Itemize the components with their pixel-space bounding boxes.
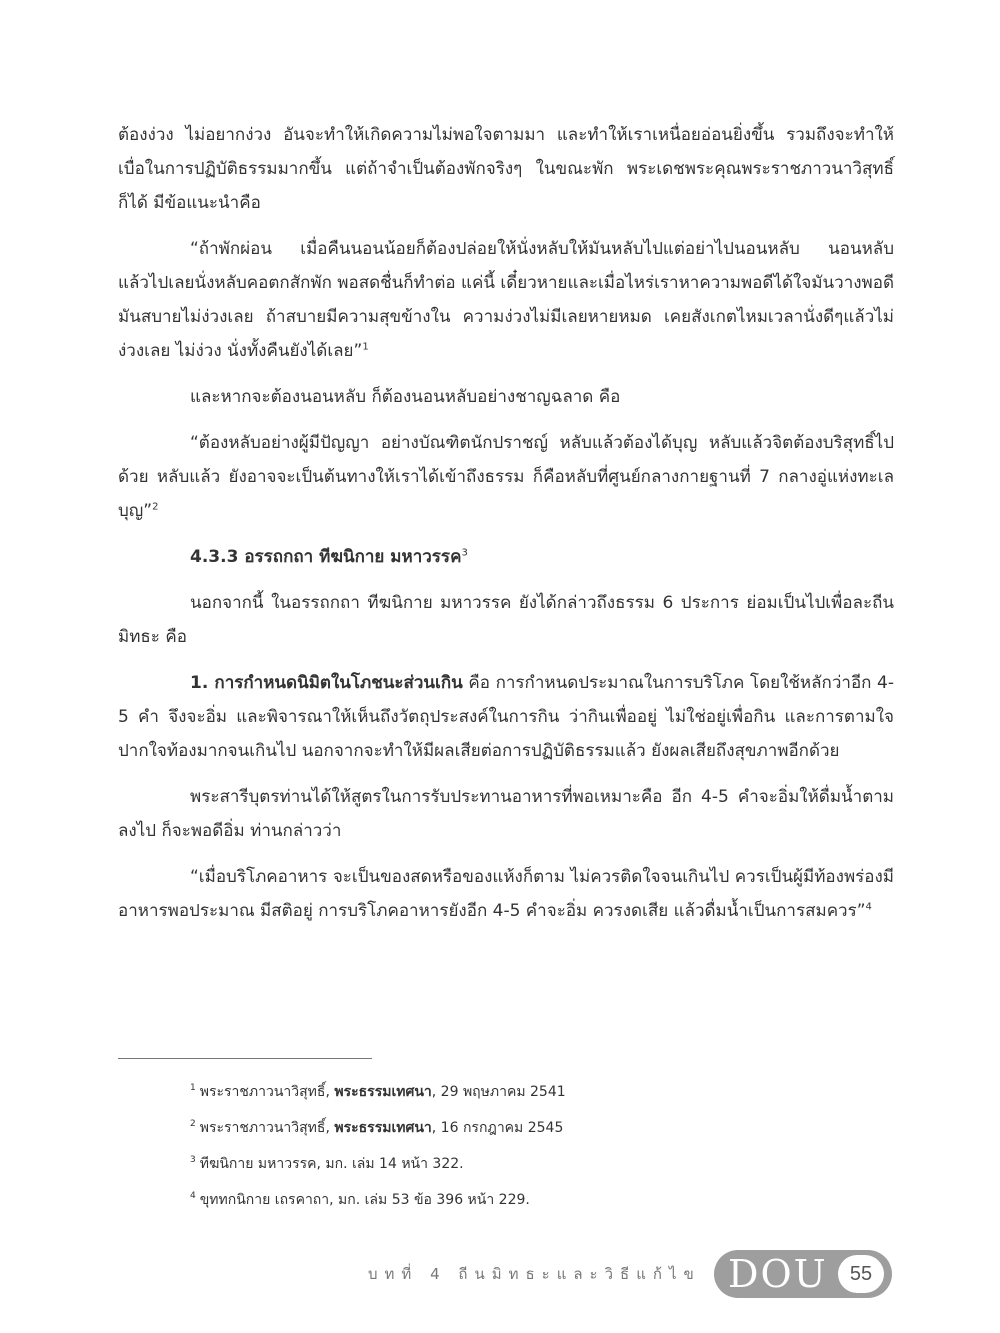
page-number: 55 <box>838 1255 884 1293</box>
footnote-ref[interactable]: 3 <box>461 547 468 559</box>
quote-text: “เมื่อบริโภคอาหาร จะเป็นของสดหรือของแห้งก็ตาม ไม่ควรติดใจจนเกินไป ควรเป็นผู้มีท้องพร่องมีอาหารพอประมาณ มีสติอยู่ การบริโภคอาหารยังอีก 4-5 คำจะอิ่ม ควรงดเสีย แล้วดื่มน้ำเป็นการสมควร” <box>118 867 894 921</box>
list-item-title: 1. การกำหนดนิมิตในโภชนะส่วนเกิน <box>190 673 463 693</box>
paragraph: นอกจากนี้ ในอรรถกถา ทีฆนิกาย มหาวรรค ยังได้กล่าวถึงธรรม 6 ประการ ย่อมเป็นไปเพื่อละถีนมิทธะ คือ <box>118 593 894 647</box>
footnote <box>190 1191 890 1209</box>
section-heading <box>118 540 894 574</box>
footnote-divider <box>118 1058 372 1059</box>
page-footer <box>0 1250 1000 1300</box>
footnote-number: 2 <box>190 1119 196 1130</box>
footnote-text: , 16 กรกฎาคม 2545 <box>431 1120 564 1136</box>
list-item-text: คือ การกำหนดประมาณในการบริโภค โดยใช้หลักว่าอีก 4-5 คำ จึงจะอิ่ม และพิจารณาให้เห็นถึงวัตถุประสงค์ในการกิน ว่ากินเพื่ออยู่ ไม่ใช่อยู่เพื่อกิน และการตามใจปากใจท้องมากจนเกินไป นอกจากจะทำให้มีผลเสียต่อการปฏิบัติธรรมแล้ว ยังผลเสียถึงสุขภาพอีกด้วย <box>118 673 894 761</box>
quote-text: “ต้องหลับอย่างผู้มีปัญญา อย่างบัณฑิตนักปราชญ์ หลับแล้วต้องได้บุญ หลับแล้วจิตต้องบริสุทธิ์ไปด้วย หลับแล้ว ยังอาจจะเป็นต้นทางให้เราได้เข้าถึงธรรม ก็คือหลับที่ศูนย์กลางกายฐานที่ 7 กลางอู่แห่งทะเลบุญ” <box>118 433 894 521</box>
footnote-ref[interactable]: 1 <box>362 341 369 353</box>
footnote-title: พระธรรมเทศนา <box>334 1120 432 1136</box>
footnote-ref[interactable]: 4 <box>865 901 872 913</box>
quote-paragraph <box>118 426 894 528</box>
chapter-label: บทที่ 4 ถีนมิทธะและวิธีแก้ไข <box>368 1265 701 1283</box>
footnote <box>190 1119 890 1137</box>
footnote-text: พระราชภาวนาวิสุทธิ์, <box>199 1120 335 1136</box>
page-body <box>118 118 894 940</box>
dou-badge <box>714 1250 892 1298</box>
footnote-number: 1 <box>190 1083 196 1094</box>
list-item-paragraph <box>118 666 894 768</box>
paragraph: และหากจะต้องนอนหลับ ก็ต้องนอนหลับอย่างชาญฉลาด คือ <box>190 387 621 407</box>
section-heading-text: 4.3.3 อรรถกถา ทีฆนิกาย มหาวรรค <box>190 547 462 567</box>
quote-paragraph <box>118 232 894 368</box>
footnote-title: พระธรรมเทศนา <box>334 1084 432 1100</box>
dou-logo: DOU <box>728 1252 828 1296</box>
footnote-number: 4 <box>190 1191 196 1202</box>
quote-text: “ถ้าพักผ่อน เมื่อคืนนอนน้อยก็ต้องปล่อยให้นั่งหลับให้มันหลับไปแต่อย่าไปนอนหลับ นอนหลับแล้วไปเลยนั่งหลับคอตกสักพัก พอสดชื่นก็ทำต่อ แค่นี้ เดี๋ยวหายและเมื่อไหร่เราหาความพอดีได้ใจมันวางพอดี มันสบายไม่ง่วงเลย ถ้าสบายมีความสุขข้างใน ความง่วงไม่มีเลยหายหมด เคยสังเกตไหมเวลานั่งดีๆแล้วไม่ง่วงเลย ไม่ง่วง นั่งทั้งคืนยังได้เลย” <box>118 239 894 361</box>
paragraph: พระสารีบุตรท่านได้ให้สูตรในการรับประทานอาหารที่พอเหมาะคือ อีก 4-5 คำจะอิ่มให้ดื่มน้ำตามลงไป ก็จะพอดีอิ่ม ท่านกล่าวว่า <box>118 787 894 841</box>
footnote-text: ทีฆนิกาย มหาวรรค, มก. เล่ม 14 หน้า 322. <box>199 1156 464 1172</box>
footnote <box>190 1083 890 1101</box>
footnote-number: 3 <box>190 1155 196 1166</box>
footnote <box>190 1155 890 1173</box>
footnote-text: พระราชภาวนาวิสุทธิ์, <box>199 1084 335 1100</box>
quote-paragraph <box>118 860 894 928</box>
footnote-ref[interactable]: 2 <box>152 501 159 513</box>
paragraph: ต้องง่วง ไม่อยากง่วง อันจะทำให้เกิดความไม่พอใจตามมา และทำให้เราเหนื่อยอ่อนยิ่งขึ้น รวมถึงจะทำให้เบื่อในการปฏิบัติธรรมมากขึ้น แต่ถ้าจำเป็นต้องพักจริงๆ ในขณะพัก พระเดชพระคุณพระราชภาวนาวิสุทธิ์ก็ได้ มีข้อแนะนำคือ <box>118 125 894 213</box>
footnote-text: , 29 พฤษภาคม 2541 <box>431 1084 566 1100</box>
footnote-text: ขุททกนิกาย เถรคาถา, มก. เล่ม 53 ข้อ 396 หน้า 229. <box>199 1192 530 1208</box>
footnotes <box>190 1083 890 1227</box>
